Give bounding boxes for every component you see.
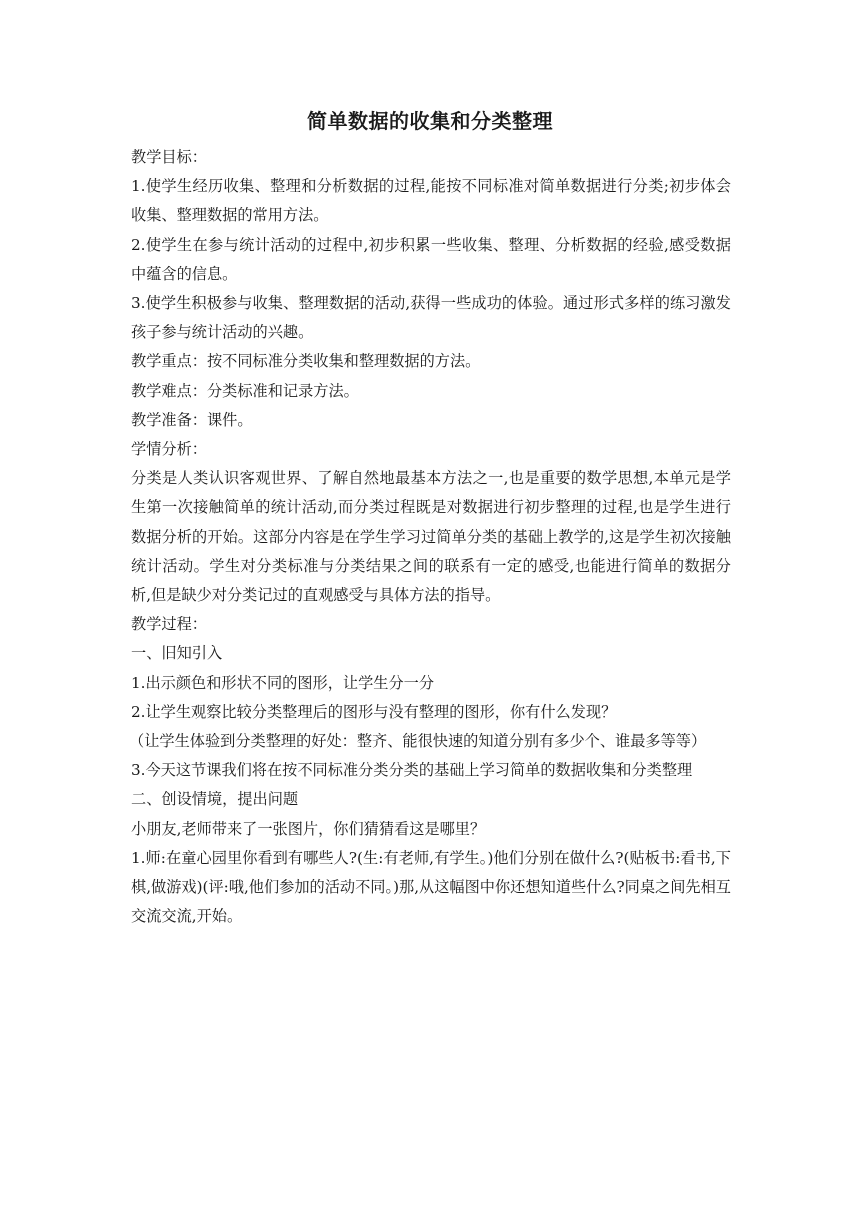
part-1-heading: 一、旧知引入	[131, 644, 223, 663]
section-heading-objectives: 教学目标：	[131, 148, 207, 166]
objective-3: 3.使学生积极参与收集、整理数据的活动,获得一些成功的体验。通过形式多样的练习激发孩子参与统计活动的兴趣。	[131, 294, 731, 342]
analysis-paragraph: 分类是人类认识客观世界、了解自然地最基本方法之一,也是重要的数学思想,本单元是学生第一次接触简单的统计活动,而分类过程既是对数据进行初步整理的过程,也是学生进行数据分析的开始。这部分内容是在学生学习过简单分类的基础上教学的,这是学生初次接触统计活动。学生对分类标准与分类结果之间的联系有一定的感受,也能进行简单的数据分析,但是缺少对分类记过的直观感受与具体方法的指导。	[131, 469, 731, 605]
objective-2: 2.使学生在参与统计活动的过程中,初步积累一些收集、整理、分析数据的经验,感受数据中蕴含的信息。	[131, 235, 731, 283]
objective-1: 1.使学生经历收集、整理和分析数据的过程,能按不同标准对简单数据进行分类;初步体会收集、整理数据的常用方法。	[131, 177, 731, 225]
part-1-step-2: 2.让学生观察比较分类整理后的图形与没有整理的图形，你有什么发现？	[131, 702, 617, 721]
part-1-step-3: 3.今天这节课我们将在按不同标准分类分类的基础上学习简单的数据收集和分类整理	[131, 761, 693, 780]
document-title: 简单数据的收集和分类整理	[307, 109, 553, 133]
preparation: 教学准备：课件。	[131, 410, 253, 429]
part-2-heading: 二、创设情境，提出问题	[131, 790, 299, 809]
difficult-point: 教学难点：分类标准和记录方法。	[131, 381, 359, 400]
key-point: 教学重点：按不同标准分类收集和整理数据的方法。	[131, 352, 481, 371]
section-heading-process: 教学过程：	[131, 615, 207, 634]
part-2-step-1: 1.师:在童心园里你看到有哪些人?(生:有老师,有学生。)他们分别在做什么?(贴板书:看书,下棋,做游戏)(评:哦,他们参加的活动不同。)那,从这幅图中你还想知道些什么?同桌之间先相互交流交流,开始。	[131, 848, 731, 926]
part-1-step-1: 1.出示颜色和形状不同的图形，让学生分一分	[131, 673, 435, 692]
section-heading-analysis: 学情分析：	[131, 440, 207, 459]
part-1-step-2-note: （让学生体验到分类整理的好处：整齐、能很快速的知道分别有多少个、谁最多等等）	[129, 732, 707, 751]
part-2-intro: 小朋友,老师带来了一张图片，你们猜猜看这是哪里？	[131, 819, 486, 838]
document-body	[131, 143, 731, 931]
